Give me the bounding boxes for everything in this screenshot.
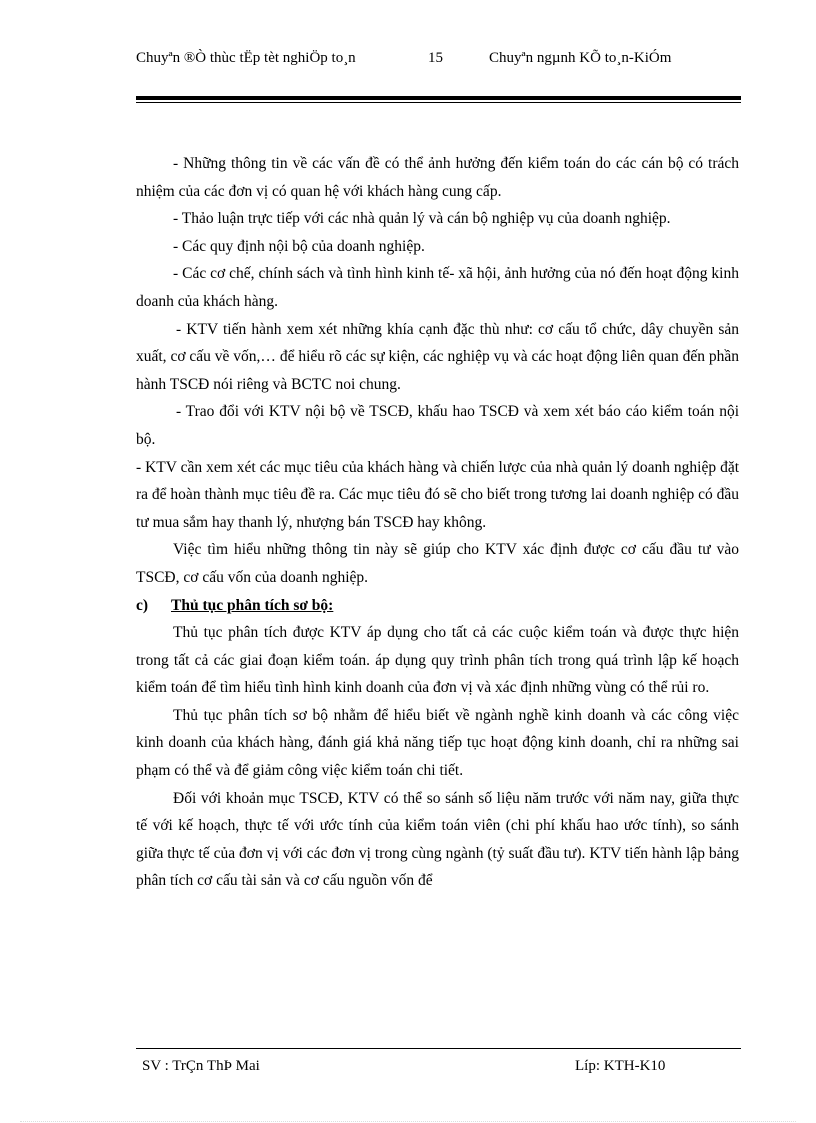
footer-student: SV : TrÇn ThÞ Mai <box>142 1058 260 1074</box>
section-title: Thủ tục phân tích sơ bộ: <box>171 596 334 614</box>
header-rule-thick <box>136 96 741 100</box>
footer-class: Líp: KTH-K10 <box>575 1058 666 1074</box>
paragraph: - KTV cần xem xét các mục tiêu của khách hàng và chiến lược của nhà quản lý doanh nghiệp đặt ra để hoàn thành mục tiêu đề ra. Các mục tiêu đó sẽ cho biết trong tương lai doanh nghiệp có đầu tư mua sắm hay thanh lý, nhượng bán TSCĐ hay không. <box>136 458 739 531</box>
page-header <box>136 48 741 88</box>
footer-rule <box>136 1048 741 1049</box>
paragraph: Thủ tục phân tích sơ bộ nhằm để hiểu biết về ngành nghề kinh doanh và các công việc kinh doanh của khách hàng, đánh giá khả năng tiếp tục hoạt động kinh doanh, chỉ ra những sai phạm có thể và để giảm công việc kiểm toán chi tiết. <box>136 706 739 780</box>
section-heading <box>136 592 739 620</box>
paragraph: Việc tìm hiểu những thông tin này sẽ giúp cho KTV xác định được cơ cấu đầu tư vào TSCĐ, cơ cấu vốn của doanh nghiệp. <box>136 541 739 586</box>
paragraph: - Những thông tin về các vấn đề có thể ảnh hưởng đến kiểm toán do các cán bộ có trách nhiệm của các đơn vị có quan hệ với khách hàng cung cấp. <box>136 155 739 200</box>
page-bottom-edge <box>20 1121 796 1122</box>
page-number: 15 <box>428 50 443 66</box>
section-letter: c) <box>136 596 149 614</box>
header-rule-thin <box>136 102 741 103</box>
paragraph: - Các quy định nội bộ của doanh nghiệp. <box>173 237 425 255</box>
paragraph: Thủ tục phân tích được KTV áp dụng cho tất cả các cuộc kiểm toán và được thực hiện trong tất cả các giai đoạn kiểm toán. áp dụng quy trình phân tích trong quá trình lập kế hoạch kiểm toán để tìm hiểu tình hình kinh doanh của đơn vị và xác định những vùng có thể rủi ro. <box>136 624 739 697</box>
header-left-title: Chuyªn ®Ò thùc tËp tèt nghiÖp to¸n <box>136 50 356 66</box>
document-body <box>136 150 739 895</box>
header-right-title: Chuyªn ngµnh KÕ to¸n-KiÓm <box>489 50 672 66</box>
paragraph: - Thảo luận trực tiếp với các nhà quản lý và cán bộ nghiệp vụ của doanh nghiệp. <box>173 210 671 228</box>
paragraph: - KTV tiến hành xem xét những khía cạnh đặc thù như: cơ cấu tổ chức, dây chuyền sản xuất, cơ cấu về vốn,… để hiểu rõ các sự kiện, các nghiệp vụ và các hoạt động liên quan đến phần hành TSCĐ nói riêng và BCTC noi chung. <box>136 320 739 393</box>
paragraph: Đối với khoản mục TSCĐ, KTV có thể so sánh số liệu năm trước với năm nay, giữa thực tế với kế hoạch, thực tế với ước tính của kiểm toán viên (chi phí khấu hao ước tính), so sánh giữa thực tế của đơn vị với các đơn vị trong cùng ngành (tỷ suất đầu tư). KTV tiến hành lập bảng phân tích cơ cấu tài sản và cơ cấu nguồn vốn để <box>136 789 739 890</box>
paragraph: - Trao đổi với KTV nội bộ về TSCĐ, khấu hao TSCĐ và xem xét báo cáo kiểm toán nội bộ. <box>136 403 739 448</box>
paragraph: - Các cơ chế, chính sách và tình hình kinh tế- xã hội, ảnh hưởng của nó đến hoạt động kinh doanh của khách hàng. <box>136 265 739 310</box>
